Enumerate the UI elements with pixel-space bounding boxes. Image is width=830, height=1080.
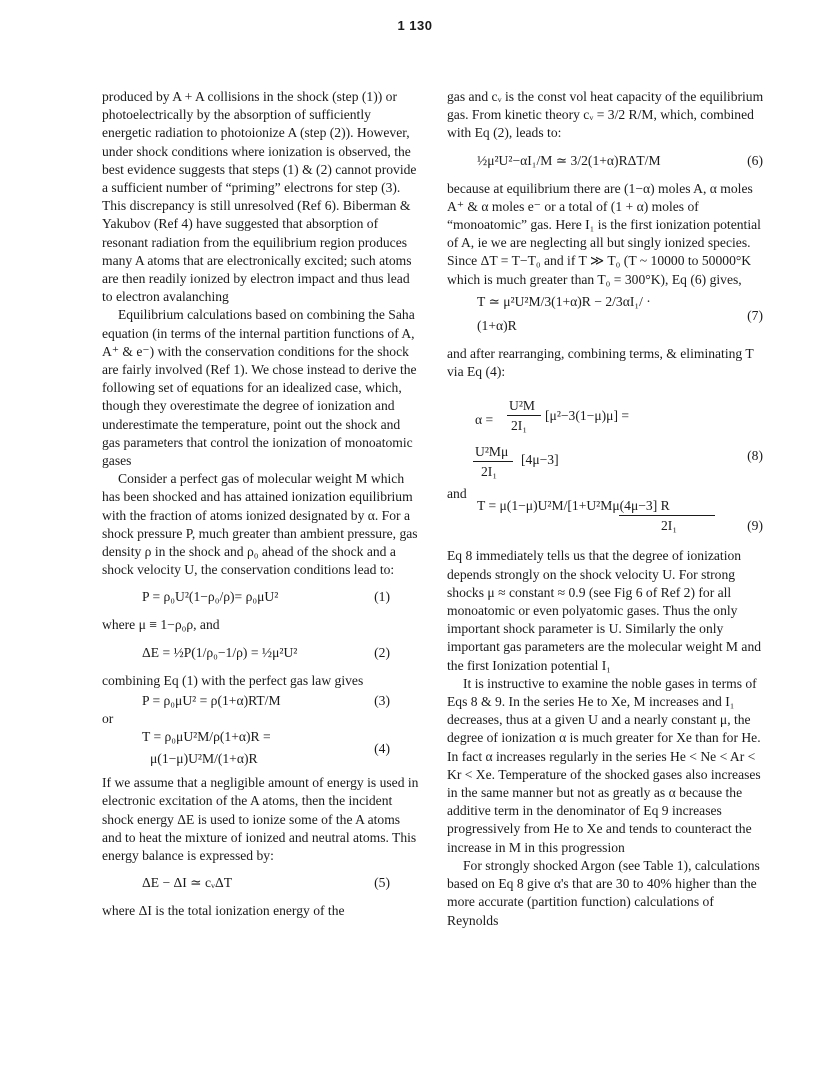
equation-number: (8): [747, 448, 763, 464]
right-column: [447, 88, 765, 930]
fraction-bar: [473, 461, 513, 462]
equation-text: ΔE = ½P(1/ρ₀−1/ρ) = ½μ²U²: [142, 644, 298, 660]
equation-text: P = ρ₀μU² = ρ(1+α)RT/M: [142, 692, 281, 708]
equation-text: P = ρ₀U²(1−ρ₀/ρ)= ρ₀μU²: [142, 589, 279, 605]
equation-line: T = ρ₀μU²M/ρ(1+α)R =: [142, 729, 271, 745]
equation-7: [447, 289, 765, 345]
equation-line: (1+α)R: [477, 317, 517, 333]
equation-number: (3): [374, 692, 390, 708]
fraction-denominator: 2I₁: [511, 418, 528, 434]
equation-text: ΔE − ΔI ≃ cᵥΔT: [142, 875, 233, 891]
equation-number: (1): [374, 589, 390, 605]
equation-9: [447, 498, 765, 547]
equation-line: μ(1−μ)U²M/(1+α)R: [150, 751, 258, 767]
left-column: [102, 88, 420, 920]
equation-number: (6): [747, 152, 763, 168]
equation-number: (5): [374, 875, 390, 891]
equation-number: (7): [747, 307, 763, 323]
fraction-numerator: U²Mμ: [475, 444, 509, 460]
equation-5: [102, 865, 420, 902]
paragraph: For strongly shocked Argon (see Table 1), calculations based on Eq 8 give α's that are 30 to 40% higher than the more accurate (partition function) calculations of Reynolds: [447, 857, 760, 928]
page-number: 1 130: [397, 18, 433, 33]
fraction-numerator: U²M: [509, 398, 535, 414]
equation-line: T ≃ μ²U²M/3(1+α)R − 2/3αI₁/ ·: [477, 293, 651, 309]
paragraph: because at equilibrium there are (1−α) moles A, α moles A⁺ & α moles e⁻ or a total of (1 + α) moles of “monoatomic” gas. Here I₁ is the first ionization potential of A, ie we are neglecting all but singly ionized species. Since ΔT = T−T₀ and if T ≫ T₀ (T ~ 10000 to 50000°K which is much greater than T₀ = 300°K), Eq (6) gives,: [447, 180, 761, 287]
paragraph: and after rearranging, combining terms, & eliminating T via Eq (4):: [447, 345, 754, 380]
equation-8: [447, 381, 765, 485]
text-line: where μ ≡ 1−ρ₀ρ, and: [102, 617, 220, 633]
paragraph: where ΔI is the total ionization energy of the: [102, 903, 345, 919]
text-line: or: [102, 710, 114, 726]
equation-2: [102, 635, 420, 672]
equation-3: [102, 690, 420, 710]
paragraph: gas and cᵥ is the const vol heat capacity of the equilibrium gas. From kinetic theory cᵥ = 3/2 R/M, which, combined with Eq (2), leads to:: [447, 89, 764, 141]
fraction-bar: [507, 415, 541, 416]
fraction-denominator: 2I₁: [481, 464, 498, 480]
equation-number: (9): [747, 518, 763, 534]
paragraph: Eq 8 immediately tells us that the degree of ionization depends strongly on the shock velocity U. For strong shocks μ ≈ constant ≈ 0.9 (see Fig 6 of Ref 2) for all monoatomic or even polyatomic gases. Thus the only important shock parameter is U. Similarly the only important gas parameters are the molecular weight M and the first Ionization potential I₁: [447, 548, 762, 673]
paragraph: In fact α increases regularly in the series He < Ne < Ar < Kr < Xe. Temperature of the shocked gases also increases in the same manner but not as greatly as α because the additive term in the denominator of Eq 9 increases progressively from He to Xe and tends to counteract the increase in M in this progression: [447, 748, 761, 855]
equation-number: (4): [374, 741, 390, 757]
paragraph: Consider a perfect gas of molecular weight M which has been shocked and has attained ionization equilibrium with the fraction of atoms ionized designated by α. For a shock pressure P, much greater than ambient pressure, gas density ρ in the shock and ρ₀ ahead of the shock and a shock velocity U, the conservation conditions lead to:: [102, 471, 418, 578]
paragraph: produced by A + A collisions in the shock (step (1)) or photoelectrically by the absorption of sufficiently energetic radiation to photoionize A (step (2)). However, under shock conditions where ionization is observed, the best evidence suggests that steps (1) & (2) cannot provide a sufficient number of “priming” electrons for step (3). This discrepancy is still unresolved (Ref 6). Biberman & Yakubov (Ref 4) have suggested that absorption of resonant radiation from the equilibrium region produces many A atoms that are electronically excited; such atoms are then readily ionized by electron impact and thus lead to electron avalanching: [102, 89, 417, 305]
paragraph: Equilibrium calculations based on combining the Saha equation (in terms of the internal partition functions of A, A⁺ & e⁻) with the conservation conditions for the shock are fairly involved (Ref 1). We chose instead to derive the following set of equations for an idealized case, which, though they overestimate the degree of ionization and underestimate the temperature, point out the shock and gas parameters that control the ionization of monoatomic gases: [102, 307, 417, 469]
fraction-bar: [619, 515, 715, 516]
equation-6: [447, 143, 765, 180]
equation-number: (2): [374, 644, 390, 660]
text-line: combining Eq (1) with the perfect gas law gives: [102, 672, 364, 688]
text-line: and: [447, 486, 467, 502]
equation-4: [102, 728, 420, 774]
equation-1: [102, 579, 420, 616]
fraction-denominator: 2I₁: [661, 518, 678, 534]
equation-text: α =: [475, 412, 494, 428]
paragraph: It is instructive to examine the noble gases in terms of Eqs 8 & 9. In the series He to Xe, M increases and I₁ decreases, thus at a given U and a nearly constant μ, the degree of ionization α is much greater for Xe than for He.: [447, 675, 761, 746]
equation-text: [μ²−3(1−μ)μ] =: [545, 408, 630, 424]
equation-text: [4μ−3]: [521, 452, 559, 468]
paragraph: If we assume that a negligible amount of energy is used in electronic excitation of the A atoms, then the incident shock energy ΔE is used to ionize some of the A atoms and to heat the mixture of ionized and neutral atoms. This energy balance is expressed by:: [102, 775, 419, 863]
equation-text: ½μ²U²−αI₁/M ≃ 3/2(1+α)RΔT/M: [477, 152, 661, 168]
equation-text: T = μ(1−μ)U²M/[1+U²Mμ(4μ−3] R: [477, 498, 670, 514]
